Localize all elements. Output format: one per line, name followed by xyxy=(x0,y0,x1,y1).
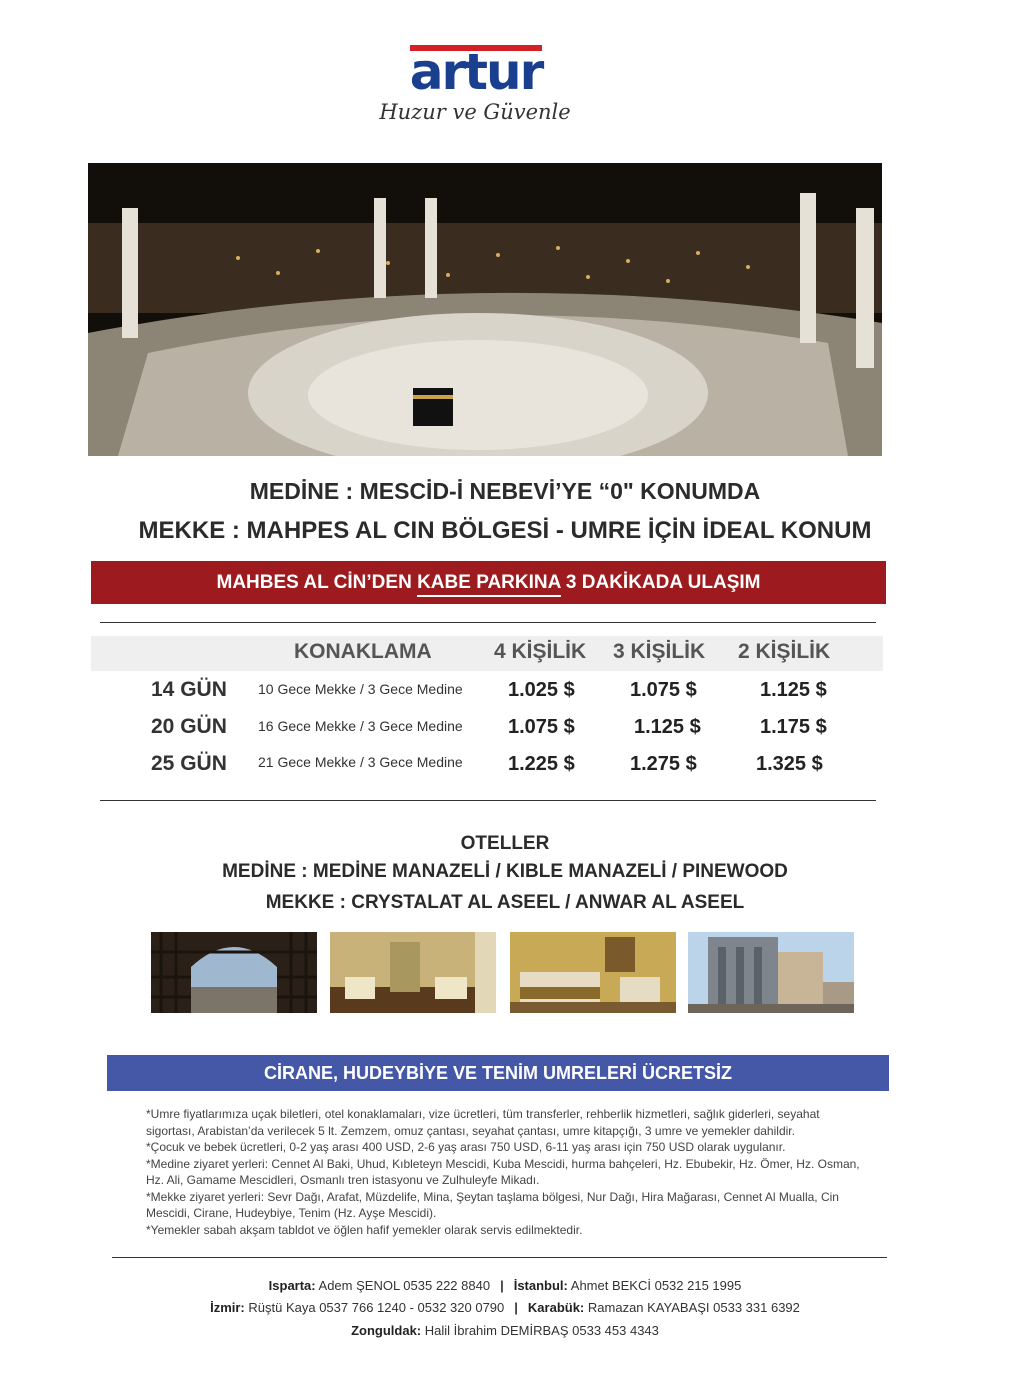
contacts-rule xyxy=(112,1257,887,1258)
table-top-rule xyxy=(100,622,876,623)
row-days: 25 GÜN xyxy=(151,752,227,775)
row-price-2: 1.125 $ xyxy=(760,679,827,701)
blue-banner-text: CİRANE, HUDEYBİYE VE TENİM UMRELERİ ÜCRETSİZ xyxy=(263,1063,733,1083)
col-header-4-kisilik: 4 KİŞİLİK xyxy=(494,640,587,663)
hotel-room-photo xyxy=(510,932,676,1013)
col-header-3-kisilik: 3 KİŞİLİK xyxy=(613,640,706,663)
col-header-konaklama: KONAKLAMA xyxy=(294,640,432,663)
note-item: *Medine ziyaret yerleri: Cennet Al Baki, Uhud, Kıbleteyn Mescidi, Kuba Mescidi, hurma bahçeleri, Hz. Ebubekir, Hz. Ömer, Hz. Osman, Hz. Ali, Gamame Mescidleri, Osmanlı tren istasyonu ve Zulhuleyfe Mikadı. xyxy=(146,1156,860,1187)
contact-zonguldak: Halil İbrahim DEMİRBAŞ 0533 453 4343 xyxy=(424,1323,659,1338)
note-item: *Yemekler sabah akşam tabldot ve öğlen hafif yemekler olarak servis edilmektedir. xyxy=(146,1222,583,1237)
row-price-3: 1.275 $ xyxy=(630,753,697,775)
row-price-4: 1.225 $ xyxy=(508,753,575,775)
red-banner-text: MAHBES AL CİN’DEN KABE PARKINA 3 DAKİKADA ULAŞIM xyxy=(91,561,886,604)
hotel-window-view-photo xyxy=(151,932,317,1013)
hotels-medine: MEDİNE : MEDİNE MANAZELİ / KIBLE MANAZELİ / PINEWOOD xyxy=(222,861,788,882)
contact-line-2: İzmir: Rüştü Kaya 0537 766 1240 - 0532 320 0790 | Karabük: Ramazan KAYABAŞI 0533 331 6392 xyxy=(210,1300,800,1315)
kaaba-night-photo xyxy=(88,163,882,456)
brand-slogan: Huzur ve Güvenle xyxy=(379,100,571,124)
table-bottom-rule xyxy=(100,800,876,801)
row-desc: 10 Gece Mekke / 3 Gece Medine xyxy=(258,681,463,697)
headline-medine: MEDİNE : MESCİD-İ NEBEVİ’YE “0" KONUMDA xyxy=(249,478,761,504)
row-price-4: 1.075 $ xyxy=(508,716,575,738)
notes-block xyxy=(146,1106,866,1238)
hotels-mekke: MEKKE : CRYSTALAT AL ASEEL / ANWAR AL ASEEL xyxy=(265,892,745,913)
headline-mekke: MEKKE : MAHPES AL CIN BÖLGESİ - UMRE İÇİN İDEAL KONUM xyxy=(138,517,872,544)
hotels-title: OTELLER xyxy=(460,833,550,854)
row-price-2: 1.175 $ xyxy=(760,716,827,738)
contact-karabuk: Ramazan KAYABAŞI 0533 331 6392 xyxy=(587,1300,800,1315)
row-price-4: 1.025 $ xyxy=(508,679,575,701)
red-banner-underlined: KABE PARKINA xyxy=(417,572,561,597)
row-desc: 21 Gece Mekke / 3 Gece Medine xyxy=(258,754,463,770)
contact-line-3: Zonguldak: Halil İbrahim DEMİRBAŞ 0533 453 4343 xyxy=(351,1323,659,1338)
col-header-2-kisilik: 2 KİŞİLİK xyxy=(738,640,831,663)
row-price-3: 1.075 $ xyxy=(630,679,697,701)
note-item: *Umre fiyatlarımıza uçak biletleri, otel konaklamaları, vize ücretleri, tüm transferler, rehberlik hizmetleri, sağlık giderleri, seyahat sigortası, Arabistan’da verilecek 5 lt. Zemzem, omuz çantası, seyahat çantası, umre kitapçığı, 3 umre ve yemekler dahildir. xyxy=(146,1107,820,1138)
contact-line-1: Isparta: Adem ŞENOL 0535 222 8840 | İstanbul: Ahmet BEKCİ 0532 215 1995 xyxy=(268,1278,742,1293)
hotel-lobby-photo xyxy=(330,932,496,1013)
hotel-exterior-photo xyxy=(688,932,854,1013)
contact-isparta: Adem ŞENOL 0535 222 8840 xyxy=(318,1278,491,1293)
contact-izmir: Rüştü Kaya 0537 766 1240 - 0532 320 0790 xyxy=(248,1300,505,1315)
row-days: 14 GÜN xyxy=(151,678,227,701)
note-item: *Mekke ziyaret yerleri: Sevr Dağı, Arafat, Müzdelife, Mina, Şeytan taşlama bölgesi, Nur Dağı, Hira Mağarası, Cennet Al Mualla, Cin Mescidi, Cirane, Hudeybiye, Tenim (Hz. Ayşe Mescidi). xyxy=(146,1189,839,1220)
row-desc: 16 Gece Mekke / 3 Gece Medine xyxy=(258,718,463,734)
row-price-3: 1.125 $ xyxy=(634,716,701,738)
row-days: 20 GÜN xyxy=(151,715,227,738)
row-price-2: 1.325 $ xyxy=(756,753,823,775)
note-item: *Çocuk ve bebek ücretleri, 0-2 yaş arası 400 USD, 2-6 yaş arası 750 USD, 6-11 yaş arası için 750 USD olarak uygulanır. xyxy=(146,1140,786,1154)
contact-istanbul: Ahmet BEKCİ 0532 215 1995 xyxy=(570,1278,742,1293)
brand-logo: artur xyxy=(409,43,543,101)
